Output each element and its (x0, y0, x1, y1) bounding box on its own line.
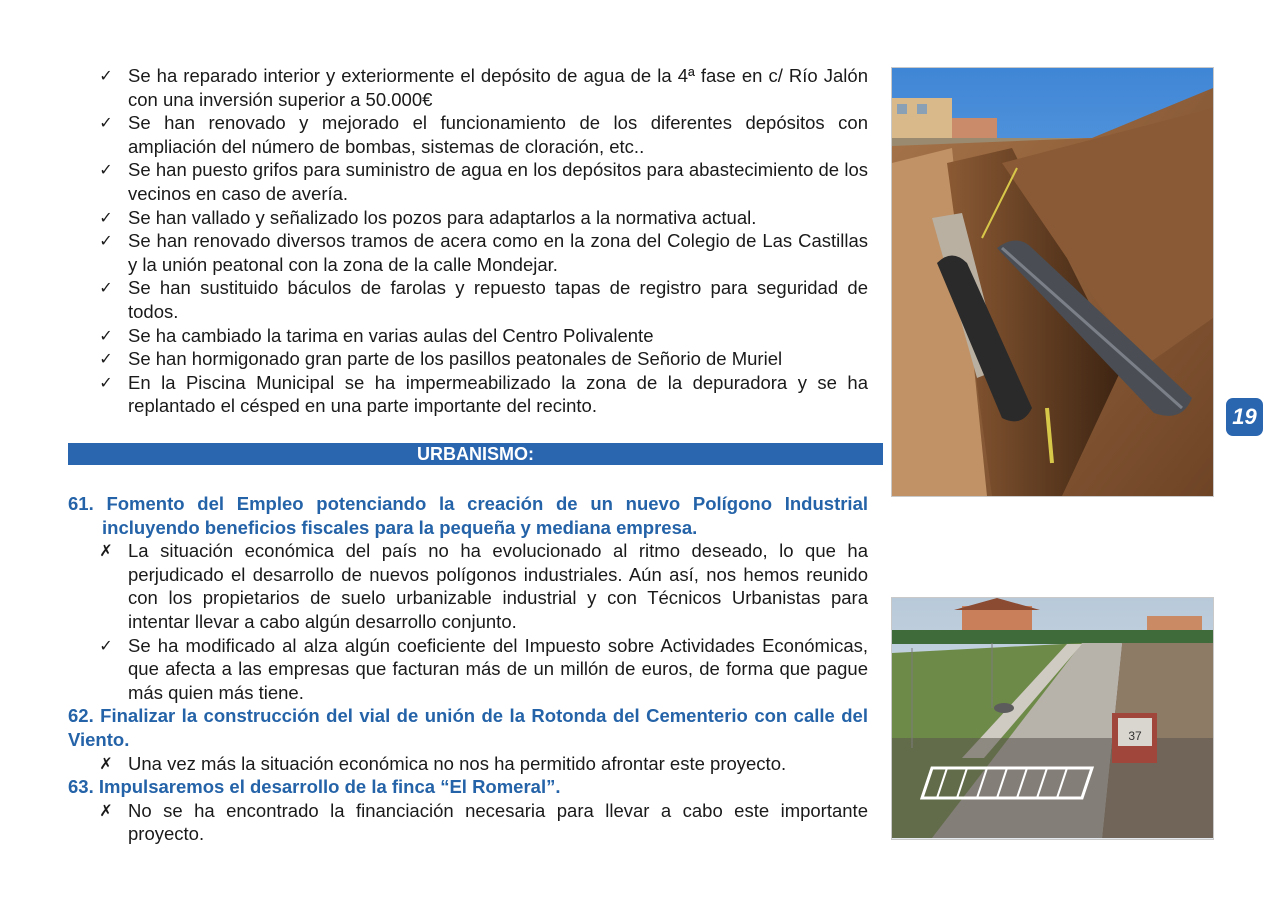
section-63-list (68, 799, 868, 846)
check-icon: ✓ (99, 113, 113, 133)
list-item-text: No se ha encontrado la financiación necesaria para llevar a cabo este importante proyecto. (128, 799, 868, 845)
list-item-text: Una vez más la situación económica no nos ha permitido afrontar este proyecto. (128, 752, 787, 774)
cross-icon: ✗ (99, 541, 113, 561)
check-icon: ✓ (99, 66, 113, 85)
walkway-illustration (892, 598, 1213, 839)
list-item-text: Se han vallado y señalizado los pozos para adaptarlos a la normativa actual. (128, 206, 757, 228)
list-item (68, 111, 868, 158)
concrete-walkway-photo (891, 597, 1214, 840)
section-62-list (68, 752, 868, 776)
check-icon: ✓ (99, 207, 113, 227)
section-heading-63 (68, 775, 868, 799)
trench-pipes-photo (891, 67, 1214, 497)
list-item-text: La situación económica del país no ha evolucionado al ritmo deseado, lo que ha perjudicado el desarrollo de nuevos polígonos industriales. Aún así, nos hemos reunido con los propietarios de suelo urbanizable industrial y con Técnicos Urbanistas para intentar llevar a cabo algún desarrollo conjunto. (128, 540, 868, 632)
section-banner-urbanismo: URBANISMO: (68, 443, 883, 465)
list-item (68, 158, 868, 205)
list-item-text: Se han renovado diversos tramos de acera como en la zona del Colegio de Las Castillas y la unión peatonal con la zona de la calle Mondejar. (128, 230, 868, 275)
list-item-text: Se han puesto grifos para suministro de agua en los depósitos para abastecimiento de los vecinos en caso de avería. (128, 159, 868, 204)
list-item (68, 347, 868, 371)
section-heading-62 (68, 704, 868, 751)
list-item-text: Se han hormigonado gran parte de los pasillos peatonales de Señorio de Muriel (128, 348, 783, 370)
list-item-text: Se han renovado y mejorado el funcionamiento de los diferentes depósitos con ampliación del número de bombas, sistemas de cloración, etc.. (128, 112, 868, 157)
check-icon: ✓ (99, 325, 113, 345)
page-number-badge: 19 (1226, 398, 1263, 436)
list-item-text: Se ha cambiado la tarima en varias aulas del Centro Polivalente (128, 324, 654, 346)
list-item (68, 371, 868, 418)
list-item (68, 324, 868, 348)
list-item (68, 799, 868, 846)
list-item-text: Se han sustituido báculos de farolas y repuesto tapas de registro para seguridad de todos. (128, 277, 868, 322)
check-icon: ✓ (99, 635, 113, 655)
list-item (68, 752, 868, 776)
check-icon: ✓ (99, 160, 113, 180)
plot-number-sign: 37 (1128, 729, 1142, 743)
cross-icon: ✗ (99, 753, 113, 773)
list-item (68, 229, 868, 276)
cross-icon: ✗ (99, 800, 113, 820)
section-61-list (68, 539, 868, 704)
check-icon: ✓ (99, 372, 113, 392)
heading-text: 61. Fomento del Empleo potenciando la creación de un nuevo Polígono Industrial incluyendo beneficios fiscales para la pequeña y mediana empresa. (68, 493, 868, 538)
list-item (68, 64, 868, 111)
list-item (68, 206, 868, 230)
list-item (68, 276, 868, 323)
list-item (68, 539, 868, 633)
check-icon: ✓ (99, 349, 113, 369)
list-item-text: Se ha modificado al alza algún coeficiente del Impuesto sobre Actividades Económicas, que afecta a las empresas que facturan más de un millón de euros, de forma que pague más quien más tiene. (128, 634, 868, 703)
section-heading-61 (68, 492, 868, 539)
check-icon: ✓ (99, 278, 113, 298)
heading-text: 63. Impulsaremos el desarrollo de la finca “El Romeral”. (68, 776, 561, 798)
maintenance-list-block (68, 64, 868, 418)
list-item (68, 634, 868, 705)
check-icon: ✓ (99, 231, 113, 251)
urbanismo-section (68, 492, 868, 846)
list-item-text: Se ha reparado interior y exteriormente el depósito de agua de la 4ª fase en c/ Río Jalón con una inversión superior a 50.000€ (128, 65, 868, 110)
list-item-text: En la Piscina Municipal se ha impermeabilizado la zona de la depuradora y se ha replantado el césped en una parte importante del recinto. (128, 371, 868, 417)
trench-pipes-illustration (892, 68, 1213, 496)
heading-text: 62. Finalizar la construcción del vial de unión de la Rotonda del Cementerio con calle del Viento. (68, 705, 868, 750)
maintenance-list (68, 64, 868, 418)
